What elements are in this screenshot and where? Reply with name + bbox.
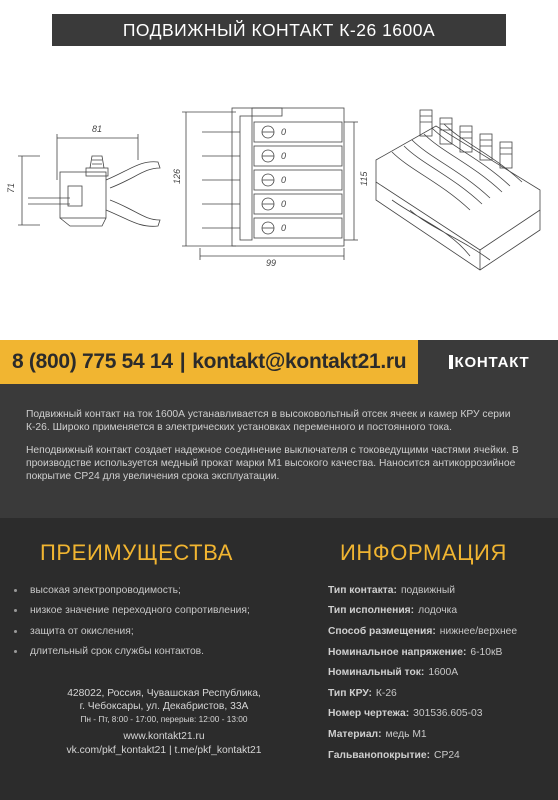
dim-126: 126 <box>172 168 182 184</box>
info-row: Гальванопокрытие: СР24 <box>328 749 460 761</box>
details-section <box>0 384 558 800</box>
bullet-icon <box>14 650 17 653</box>
front-view <box>172 108 369 268</box>
info-row: Тип исполнения: лодочка <box>328 605 458 617</box>
product-header <box>0 0 558 340</box>
mark-2: 0 <box>281 175 287 185</box>
contact-separator: | <box>179 350 186 373</box>
list-item: высокая электропроводимость; <box>14 580 250 601</box>
logo-bar-icon <box>449 355 453 369</box>
website-link[interactable]: www.kontakt21.ru <box>123 731 205 742</box>
bottom-panel <box>0 518 558 800</box>
bullet-icon <box>14 589 17 592</box>
advantages-list <box>14 580 250 662</box>
info-row: Номинальный ток: 1600А <box>328 667 459 679</box>
working-hours: Пн - Пт, 8:00 - 17:00, перерыв: 12:00 - 13:00 <box>80 714 248 724</box>
brand-logo <box>430 340 548 384</box>
address-block <box>14 688 314 726</box>
dim-71: 71 <box>6 182 16 193</box>
web-links <box>14 730 314 757</box>
isometric-view <box>376 110 540 270</box>
dim-81: 81 <box>92 124 103 134</box>
description-paragraph: Неподвижный контакт создает надежное соединение выключателя с токоведущими частями ячейки. В производстве используется медный прокат марки М1 высокого качества. Наносится антикоррозийное покрытие СР24 для увеличения срока эксплуатации. <box>26 445 519 482</box>
mark-3: 0 <box>281 199 287 209</box>
dim-99: 99 <box>266 258 277 268</box>
bullet-icon <box>14 609 17 612</box>
logo-text: КОНТАКТ <box>454 353 530 371</box>
info-row: Тип КРУ: К-26 <box>328 687 397 699</box>
information-list <box>328 580 517 765</box>
advantages-title: ПРЕИМУЩЕСТВА <box>40 540 233 565</box>
mark-4: 0 <box>281 223 287 233</box>
bullet-icon <box>14 630 17 633</box>
mark-0: 0 <box>281 127 287 137</box>
mark-1: 0 <box>281 151 287 161</box>
info-row: Номинальное напряжение: 6-10кВ <box>328 646 503 658</box>
technical-drawing <box>0 60 558 340</box>
list-item: защита от окисления; <box>14 621 250 642</box>
list-item: низкое значение переходного сопротивления; <box>14 601 250 622</box>
address-line: г. Чебоксары, ул. Декабристов, 33А <box>79 700 249 712</box>
contact-strip <box>0 340 418 384</box>
phone-link[interactable]: 8 (800) 775 54 14 <box>12 350 173 373</box>
contact-band <box>0 340 558 384</box>
list-item: длительный срок службы контактов. <box>14 642 250 663</box>
information-title: ИНФОРМАЦИЯ <box>340 540 507 565</box>
email-link[interactable]: kontakt@kontakt21.ru <box>192 350 407 373</box>
description-paragraph: Подвижный контакт на ток 1600А устанавливается в высоковольтный отсек ячеек и камер КРУ серии К-26. Широко применяется в электрических установках переменного и постоянного тока. <box>26 409 511 433</box>
info-row: Номер чертежа: 301536.605-03 <box>328 708 483 720</box>
side-view <box>6 124 160 226</box>
info-row: Способ размещения: нижнее/верхнее <box>328 625 518 637</box>
address-line: 428022, Россия, Чувашская Республика, <box>67 688 261 699</box>
description <box>26 408 536 493</box>
page-title: ПОДВИЖНЫЙ КОНТАКТ К-26 1600А <box>52 14 506 46</box>
info-row: Тип контакта: подвижный <box>328 584 456 596</box>
info-row: Материал: медь М1 <box>328 728 427 740</box>
dim-115: 115 <box>359 171 369 186</box>
social-links[interactable]: vk.com/pkf_kontakt21 | t.me/pkf_kontakt21 <box>66 744 262 756</box>
